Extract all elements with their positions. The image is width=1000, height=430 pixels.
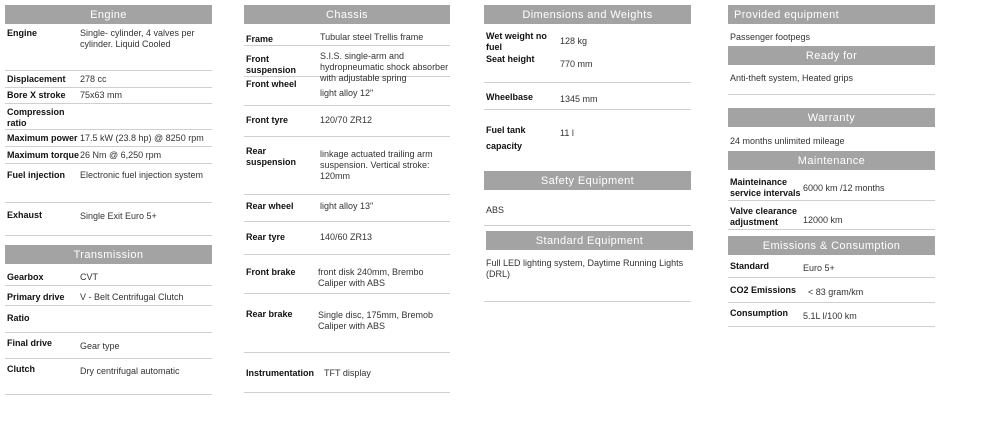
spec-value: front disk 240mm, Brembo Caliper with ABS xyxy=(318,267,424,288)
spec-label: Primary drive xyxy=(7,292,65,302)
transmission-title: Transmission xyxy=(73,248,144,261)
spec-row-max-torque xyxy=(5,150,212,164)
provided-title: Provided equipment xyxy=(734,8,840,21)
spec-label: Rear suspension xyxy=(246,146,297,167)
spec-label: Valve clearance adjustment xyxy=(730,206,798,227)
spec-label: Front wheel xyxy=(246,79,297,89)
spec-row-fuel-tank xyxy=(484,122,691,152)
spec-row-fuel-injection xyxy=(5,170,212,203)
spec-value: Dry centrifugal automatic xyxy=(80,366,180,376)
warranty-header xyxy=(728,108,935,127)
safety-title: Safety Equipment xyxy=(540,174,635,187)
spec-label: Bore X stroke xyxy=(7,90,66,100)
spec-value: 278 cc xyxy=(80,74,107,84)
divider xyxy=(484,225,691,226)
spec-row-engine xyxy=(5,28,212,71)
spec-label: Engine xyxy=(7,28,38,38)
spec-value: 26 Nm @ 6,250 rpm xyxy=(80,150,162,160)
spec-row-wheelbase xyxy=(484,92,691,110)
spec-row-bore-stroke xyxy=(5,90,212,104)
spec-label: Compression ratio xyxy=(7,107,65,128)
dimensions-title: Dimensions and Weights xyxy=(522,8,653,21)
spec-row-max-power xyxy=(5,133,212,147)
spec-value: 770 mm xyxy=(560,59,593,69)
spec-label: Ratio xyxy=(7,313,30,323)
ready-text: Anti-theft system, Heated grips xyxy=(730,73,854,83)
spec-value: V - Belt Centrifugal Clutch xyxy=(80,292,184,302)
standard-header xyxy=(486,231,693,250)
spec-row-rear-wheel xyxy=(244,201,450,222)
spec-value: 1345 mm xyxy=(560,94,598,104)
spec-row-displacement xyxy=(5,74,212,88)
spec-value: Single- cylinder, 4 valves per cylinder. Liquid Cooled xyxy=(80,28,195,49)
spec-row-valve-clearance xyxy=(728,206,935,230)
warranty-text: 24 months unlimited mileage xyxy=(730,136,845,146)
spec-label: Rear brake xyxy=(246,309,293,319)
engine-header xyxy=(5,5,212,24)
spec-value: light alloy 13" xyxy=(320,201,374,211)
spec-value: Euro 5+ xyxy=(803,263,835,273)
spec-label: Wet weight no fuel xyxy=(486,31,547,52)
spec-value: < 83 gram/km xyxy=(808,287,864,297)
spec-value: Gear type xyxy=(80,341,120,351)
spec-label: Frame xyxy=(246,34,274,44)
spec-value: 17.5 kW (23.8 hp) @ 8250 rpm xyxy=(80,133,204,143)
spec-label: Fuel injection xyxy=(7,170,66,180)
spec-label: Standard xyxy=(730,261,770,271)
spec-label: Rear wheel xyxy=(246,201,294,211)
spec-row-exhaust xyxy=(5,210,212,236)
spec-row-front-tyre xyxy=(244,115,450,137)
spec-value: S.I.S. single-arm and hydropneumatic shock absorber with adjustable spring xyxy=(320,51,449,83)
spec-label: Instrumentation xyxy=(246,368,315,378)
divider xyxy=(484,301,691,302)
spec-value: 6000 km /12 months xyxy=(803,183,885,193)
spec-value: Single disc, 175mm, Bremob Caliper with ABS xyxy=(318,310,434,331)
maintenance-header xyxy=(728,151,935,170)
spec-row-rear-tyre xyxy=(244,232,450,255)
spec-label: Seat height xyxy=(486,54,535,64)
spec-value: 140/60 ZR13 xyxy=(320,232,373,242)
emissions-header xyxy=(728,236,935,255)
spec-value: CVT xyxy=(80,272,98,282)
maintenance-title: Maintenance xyxy=(797,154,866,167)
spec-row-frame xyxy=(244,32,450,46)
spec-value: 75x63 mm xyxy=(80,90,123,100)
spec-label: Consumption xyxy=(730,308,788,318)
spec-value: Electronic fuel injection system xyxy=(80,170,204,180)
provided-header xyxy=(728,5,935,24)
dimensions-header xyxy=(484,5,691,24)
spec-row-final-drive xyxy=(5,338,212,359)
spec-label: CO2 Emissions xyxy=(730,285,797,295)
spec-label: Final drive xyxy=(7,338,53,348)
spec-label: Front brake xyxy=(246,267,296,277)
ready-title: Ready for xyxy=(805,49,858,62)
spec-label: Wheelbase xyxy=(486,92,534,102)
divider xyxy=(728,94,935,95)
spec-row-front-wheel xyxy=(244,79,450,106)
spec-value: 12000 km xyxy=(803,215,843,225)
spec-row-consumption xyxy=(728,308,935,327)
spec-row-wet-weight xyxy=(484,31,691,52)
spec-value: Tubular steel Trellis frame xyxy=(320,32,424,42)
spec-value: 128 kg xyxy=(560,36,588,46)
spec-row-seat-height xyxy=(484,54,691,83)
spec-row-clutch xyxy=(5,364,212,395)
ready-header xyxy=(728,46,935,65)
transmission-header xyxy=(5,245,212,264)
warranty-title: Warranty xyxy=(807,111,856,124)
spec-label: Mainteinance service intervals xyxy=(730,177,801,198)
spec-row-front-brake xyxy=(244,267,450,294)
spec-label: Front tyre xyxy=(246,115,289,125)
spec-label: Exhaust xyxy=(7,210,43,220)
spec-row-co2 xyxy=(728,285,935,303)
spec-row-gearbox xyxy=(5,272,212,286)
safety-text: ABS xyxy=(486,205,505,215)
spec-row-primary-drive xyxy=(5,292,212,306)
spec-label: Front suspension xyxy=(246,54,297,75)
engine-title: Engine xyxy=(90,8,127,21)
chassis-header xyxy=(244,5,450,24)
spec-value: light alloy 12" xyxy=(320,88,374,98)
spec-value: linkage actuated trailing arm suspension. Vertical stroke: 120mm xyxy=(320,149,433,181)
spec-label: Rear tyre xyxy=(246,232,286,242)
spec-label: Maximum torque xyxy=(7,150,80,160)
spec-label: Gearbox xyxy=(7,272,44,282)
spec-value: 120/70 ZR12 xyxy=(320,115,373,125)
spec-label: Maximum power xyxy=(7,133,78,143)
spec-row-maintenance-intervals xyxy=(728,177,935,201)
spec-label: Clutch xyxy=(7,364,35,374)
spec-row-rear-suspension xyxy=(244,146,450,195)
spec-row-front-suspension xyxy=(244,51,450,83)
emissions-title: Emissions & Consumption xyxy=(762,239,901,252)
spec-row-standard xyxy=(728,261,935,278)
standard-title: Standard Equipment xyxy=(535,234,644,247)
standard-text: Full LED lighting system, Daytime Running Lights (DRL) xyxy=(486,258,684,279)
spec-value: TFT display xyxy=(324,368,371,378)
spec-row-compression-ratio xyxy=(5,107,212,130)
spec-row-instrumentation xyxy=(244,368,450,393)
spec-value: Single Exit Euro 5+ xyxy=(80,211,157,221)
spec-value: 11 l xyxy=(560,128,574,138)
provided-text: Passenger footpegs xyxy=(730,32,811,42)
spec-label: Displacement xyxy=(7,74,66,84)
spec-value: 5.1L l/100 km xyxy=(803,311,857,321)
spec-row-ratio xyxy=(5,313,212,333)
spec-row-rear-brake xyxy=(244,309,450,353)
chassis-title: Chassis xyxy=(326,8,368,21)
spec-label: Fuel tank capacity xyxy=(486,125,526,151)
safety-header xyxy=(484,171,691,190)
